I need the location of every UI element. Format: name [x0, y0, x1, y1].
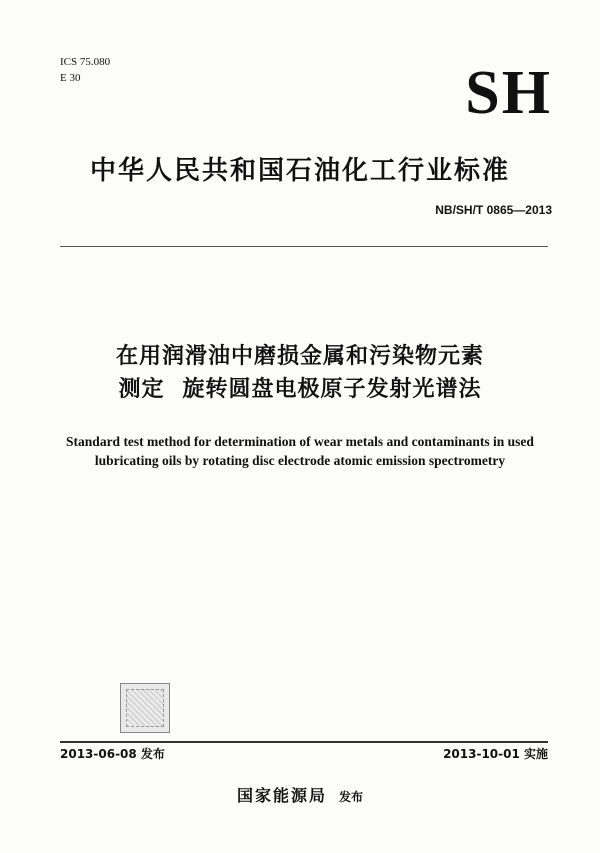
- issue-date: 2013-06-08 发布: [60, 747, 165, 761]
- footer-divider: [60, 741, 548, 743]
- title-en-line2: lubricating oils by rotating disc electrode atomic emission spectrometry: [94, 453, 506, 468]
- ics-code: ICS 75.080: [60, 56, 111, 68]
- issuer-action: 发布: [339, 790, 364, 804]
- title-zh-line1: 在用润滑油中磨损金属和污染物元素: [115, 344, 484, 369]
- issuer-organization: 国家能源局: [236, 786, 327, 805]
- title-zh-line2: [0, 373, 600, 406]
- stamp-pattern: [126, 689, 164, 727]
- header-divider: [60, 246, 548, 247]
- title-zh-line2-part2: 旋转圆盘电极原子发射光谱法: [182, 377, 482, 402]
- document-title-zh: [0, 340, 600, 406]
- anti-counterfeit-stamp: [120, 683, 170, 733]
- issuer: [0, 783, 600, 806]
- standard-category-title: 中华人民共和国石油化工行业标准: [89, 156, 510, 186]
- ccs-code: E 30: [60, 72, 81, 84]
- document-title-en: [0, 432, 600, 470]
- title-en-line1: Standard test method for determination of wear metals and contaminants in used: [66, 434, 534, 449]
- sh-logo: SH: [465, 59, 552, 127]
- standard-number: NB/SH/T 0865—2013: [435, 203, 552, 217]
- implementation-date: 2013-10-01 实施: [443, 747, 548, 761]
- title-zh-line2-part1: 测定: [118, 377, 165, 402]
